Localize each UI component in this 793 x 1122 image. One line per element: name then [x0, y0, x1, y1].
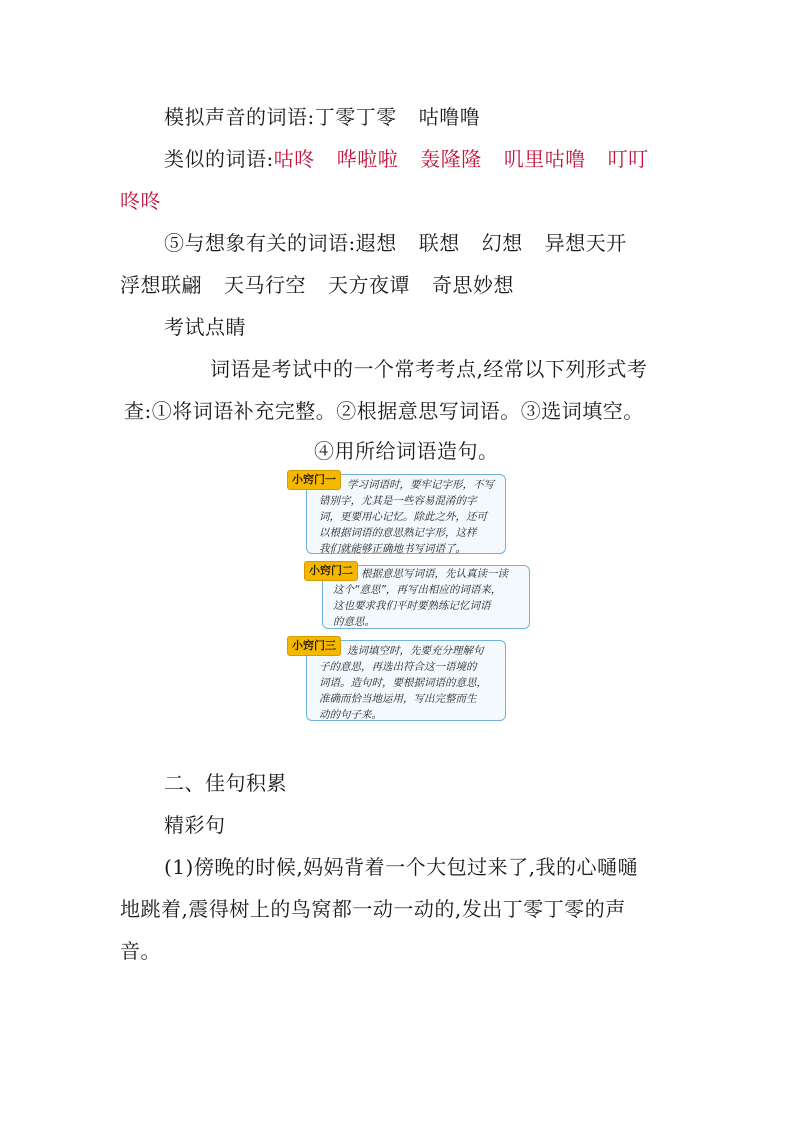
- similar-word: 轰隆隆: [420, 147, 482, 171]
- similar-words-continuation: 咚咚: [120, 189, 161, 213]
- sentence-line3: 音。: [120, 939, 161, 963]
- imagination-word: 奇思妙想: [432, 273, 514, 297]
- imagination-word: 联想: [418, 231, 460, 255]
- imagination-word: 异想天开: [544, 231, 627, 255]
- good-sentences-subheading: 精彩句: [164, 813, 226, 837]
- tip-label: 小窍门一: [287, 470, 341, 490]
- imagination-word: 天方夜谭: [328, 273, 410, 297]
- imagination-words-line1: [164, 230, 627, 256]
- exam-tips-heading: 考试点睛: [164, 315, 246, 339]
- similar-words-line: [164, 146, 649, 172]
- sound-words-line: [164, 104, 480, 130]
- similar-words-label: 类似的词语:: [164, 147, 274, 171]
- good-sentences-heading: 二、佳句积累: [164, 771, 287, 795]
- tip-text: 学习词语时，要牢记字形，不写 错别字，尤其是一些容易混淆的字 词，更要用心记忆。除此之外，还可 以根据词语的意思熟记字形，这样 我们就能够正确地书写词语了。: [319, 479, 494, 555]
- tip-label: 小窍门三: [287, 636, 341, 656]
- imagination-words-line2: [120, 272, 514, 298]
- similar-word: 叽里咕噜: [503, 147, 586, 171]
- sound-words-label: 模拟声音的词语:: [164, 105, 315, 129]
- imagination-word: 遐想: [355, 231, 397, 255]
- exam-tips-line1: 词语是考试中的一个常考考点,经常以下列形式考: [210, 357, 648, 381]
- imagination-words-label: ⑤与想象有关的词语:: [164, 231, 356, 255]
- imagination-word: 浮想联翩: [120, 273, 202, 297]
- tip-label: 小窍门二: [304, 561, 358, 581]
- sound-word: 咕噜噜: [418, 105, 481, 129]
- exam-tips-line2: 查:①将词语补充完整。②根据意思写词语。③选词填空。: [124, 399, 644, 423]
- tip-text: 根据意思写词语，先认真读一读 这个“意思”，再写出相应的词语来， 这也要求我们平时要熟练记忆词语 的意思。: [333, 568, 508, 628]
- exam-tips-line3: ④用所给词语造句。: [314, 439, 499, 463]
- similar-word: 叮叮: [607, 147, 649, 171]
- sound-word: 丁零丁零: [314, 105, 397, 129]
- sentence-line2: 地跳着,震得树上的鸟窝都一动一动的,发出丁零丁零的声: [120, 897, 626, 921]
- similar-word: 哗啦啦: [336, 147, 399, 171]
- tip-text: 选词填空时，先要充分理解句 子的意思，再选出符合这一语境的 词语。造句时，要根据词语的意思， 准确而恰当地运用，写出完整而生 动的句子来。: [319, 645, 487, 721]
- similar-word: 咕咚: [273, 147, 315, 171]
- imagination-word: 天马行空: [224, 273, 306, 297]
- sentence-line1: (1)傍晚的时候,妈妈背着一个大包过来了,我的心嗵嗵: [164, 855, 639, 879]
- imagination-word: 幻想: [481, 231, 523, 255]
